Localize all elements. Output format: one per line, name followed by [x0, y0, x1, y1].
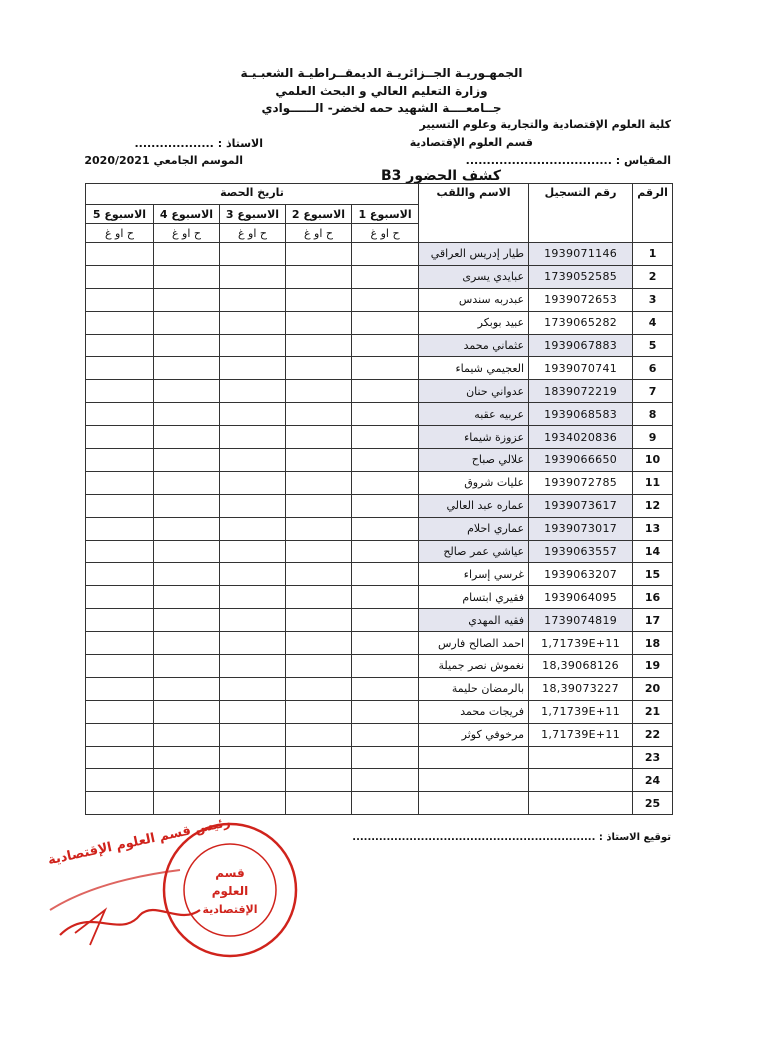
table-row: [86, 243, 673, 266]
attendance-cell-week-1[interactable]: [352, 517, 419, 540]
attendance-cell-week-3[interactable]: [220, 334, 286, 357]
signature-flourish: [75, 910, 105, 945]
table-row: [86, 723, 673, 746]
col-name: الاسم واللقب: [419, 184, 529, 243]
registration-number: 1939073017: [529, 517, 633, 540]
attendance-cell-week-2[interactable]: [286, 769, 352, 792]
attendance-cell-week-3[interactable]: [220, 746, 286, 769]
registration-number: 1939072653: [529, 288, 633, 311]
registration-number: 18,39073227: [529, 677, 633, 700]
row-number: 17: [633, 609, 673, 632]
row-number: 15: [633, 563, 673, 586]
registration-number: [529, 792, 633, 815]
registration-number: 1,71739E+11: [529, 700, 633, 723]
attendance-cell-week-5[interactable]: [86, 655, 154, 678]
attendance-cell-week-1[interactable]: [352, 288, 419, 311]
registration-number: 1739052585: [529, 265, 633, 288]
registration-number: [529, 769, 633, 792]
student-name: عبايدي يسرى: [419, 265, 529, 288]
attendance-cell-week-3[interactable]: [220, 517, 286, 540]
row-number: 13: [633, 517, 673, 540]
table-row: [86, 563, 673, 586]
attendance-cell-week-3[interactable]: [220, 471, 286, 494]
attendance-cell-week-4[interactable]: [154, 632, 220, 655]
teacher-label: الاستاذ :: [217, 137, 263, 150]
attendance-cell-week-5[interactable]: [86, 243, 154, 266]
attendance-cell-week-5[interactable]: [86, 517, 154, 540]
student-name: طيار إدريس العراقي: [419, 243, 529, 266]
attendance-cell-week-2[interactable]: [286, 494, 352, 517]
attendance-cell-week-4[interactable]: [154, 609, 220, 632]
student-name: نغموش نصر جميلة: [419, 655, 529, 678]
registration-number: 1839072219: [529, 380, 633, 403]
table-row: [86, 609, 673, 632]
subject-field: [466, 154, 671, 167]
registration-number: 1939071146: [529, 243, 633, 266]
student-name: العجيمي شيماء: [419, 357, 529, 380]
department-name: قسم العلوم الإقتصادية: [409, 136, 533, 149]
stamp-outer-text: رئيس قسم العلوم الإقتصادية: [46, 815, 232, 869]
attendance-cell-week-3[interactable]: [220, 265, 286, 288]
student-name: احمد الصالح فارس: [419, 632, 529, 655]
attendance-cell-week-4[interactable]: [154, 540, 220, 563]
registration-number: 1939064095: [529, 586, 633, 609]
ministry-title: وزارة التعليم العالي و البحث العلمي: [275, 84, 488, 98]
attendance-cell-week-2[interactable]: [286, 700, 352, 723]
attendance-cell-week-2[interactable]: [286, 380, 352, 403]
stamp-graphic: [30, 815, 310, 985]
seal-line-3: الإقتصادية: [202, 903, 258, 916]
sheet-title: كشف الحضور B3: [380, 168, 501, 184]
attendance-cell-week-4[interactable]: [154, 243, 220, 266]
attendance-cell-week-4[interactable]: [154, 311, 220, 334]
table-row: [86, 632, 673, 655]
attendance-cell-week-5[interactable]: [86, 265, 154, 288]
attendance-cell-week-2[interactable]: [286, 746, 352, 769]
attendance-cell-week-3[interactable]: [220, 540, 286, 563]
week-2-mark: ح او غ: [286, 224, 352, 243]
attendance-cell-week-5[interactable]: [86, 632, 154, 655]
attendance-cell-week-2[interactable]: [286, 677, 352, 700]
subject-label: المقياس :: [615, 154, 671, 167]
row-number: 5: [633, 334, 673, 357]
attendance-cell-week-4[interactable]: [154, 334, 220, 357]
attendance-cell-week-5[interactable]: [86, 723, 154, 746]
table-row: [86, 586, 673, 609]
student-name: [419, 746, 529, 769]
attendance-cell-week-3[interactable]: [220, 792, 286, 815]
attendance-cell-week-2[interactable]: [286, 426, 352, 449]
attendance-cell-week-4[interactable]: [154, 700, 220, 723]
attendance-cell-week-4[interactable]: [154, 449, 220, 472]
attendance-cell-week-1[interactable]: [352, 655, 419, 678]
attendance-cell-week-5[interactable]: [86, 609, 154, 632]
teacher-dots: ...................: [134, 137, 214, 150]
attendance-cell-week-4[interactable]: [154, 746, 220, 769]
attendance-cell-week-5[interactable]: [86, 563, 154, 586]
attendance-cell-week-3[interactable]: [220, 632, 286, 655]
registration-number: 1,71739E+11: [529, 632, 633, 655]
attendance-cell-week-1[interactable]: [352, 586, 419, 609]
faculty-name: كلية العلوم الإقتصادية والتجارية وعلوم التسيير: [419, 118, 671, 131]
table-row: [86, 288, 673, 311]
academic-year: الموسم الجامعي 2020/2021: [84, 154, 243, 167]
table-row: [86, 677, 673, 700]
attendance-cell-week-1[interactable]: [352, 677, 419, 700]
student-name: عياشي عمر صالح: [419, 540, 529, 563]
student-name: عربيه عقبه: [419, 403, 529, 426]
row-number: 9: [633, 426, 673, 449]
attendance-cell-week-2[interactable]: [286, 357, 352, 380]
teacher-field: [134, 137, 263, 150]
attendance-cell-week-2[interactable]: [286, 540, 352, 563]
registration-number: 1,71739E+11: [529, 723, 633, 746]
attendance-cell-week-4[interactable]: [154, 677, 220, 700]
subject-dots: ...................................: [465, 154, 612, 167]
attendance-cell-week-4[interactable]: [154, 403, 220, 426]
week-2-header: الاسبوع 2: [286, 205, 352, 224]
attendance-cell-week-5[interactable]: [86, 677, 154, 700]
table-row: [86, 655, 673, 678]
attendance-cell-week-3[interactable]: [220, 655, 286, 678]
attendance-cell-week-3[interactable]: [220, 723, 286, 746]
week-5-header: الاسبوع 5: [86, 205, 154, 224]
attendance-cell-week-4[interactable]: [154, 288, 220, 311]
col-session-date: تاريخ الحصة: [86, 184, 419, 205]
registration-number: [529, 746, 633, 769]
signature-field: [352, 832, 671, 843]
attendance-cell-week-1[interactable]: [352, 723, 419, 746]
attendance-cell-week-1[interactable]: [352, 563, 419, 586]
table-row: [86, 746, 673, 769]
row-number: 12: [633, 494, 673, 517]
attendance-cell-week-3[interactable]: [220, 357, 286, 380]
row-number: 20: [633, 677, 673, 700]
registration-number: 1939070741: [529, 357, 633, 380]
attendance-cell-week-4[interactable]: [154, 792, 220, 815]
attendance-cell-week-2[interactable]: [286, 609, 352, 632]
attendance-cell-week-5[interactable]: [86, 334, 154, 357]
seal-line-2: العلوم: [211, 884, 249, 898]
attendance-cell-week-1[interactable]: [352, 746, 419, 769]
student-name: عدواني حنان: [419, 380, 529, 403]
attendance-cell-week-1[interactable]: [352, 632, 419, 655]
student-name: فقيه المهدي: [419, 609, 529, 632]
table-row: [86, 380, 673, 403]
week-3-mark: ح او غ: [220, 224, 286, 243]
student-name: غرسي إسراء: [419, 563, 529, 586]
student-name: [419, 792, 529, 815]
student-name: عزوزة شيماء: [419, 426, 529, 449]
attendance-cell-week-5[interactable]: [86, 449, 154, 472]
student-name: عماره عبد العالي: [419, 494, 529, 517]
week-4-mark: ح او غ: [154, 224, 220, 243]
week-3-header: الاسبوع 3: [220, 205, 286, 224]
table-row: [86, 334, 673, 357]
attendance-cell-week-4[interactable]: [154, 723, 220, 746]
attendance-cell-week-5[interactable]: [86, 357, 154, 380]
student-rows: [86, 243, 673, 815]
attendance-cell-week-5[interactable]: [86, 540, 154, 563]
attendance-cell-week-2[interactable]: [286, 517, 352, 540]
student-name: عليات شروق: [419, 471, 529, 494]
attendance-cell-week-2[interactable]: [286, 586, 352, 609]
col-number: الرقم: [633, 184, 673, 243]
attendance-cell-week-5[interactable]: [86, 494, 154, 517]
registration-number: 1739074819: [529, 609, 633, 632]
attendance-cell-week-5[interactable]: [86, 746, 154, 769]
attendance-cell-week-4[interactable]: [154, 471, 220, 494]
row-number: 6: [633, 357, 673, 380]
row-number: 2: [633, 265, 673, 288]
table-row: [86, 311, 673, 334]
week-1-mark: ح او غ: [352, 224, 419, 243]
attendance-cell-week-1[interactable]: [352, 243, 419, 266]
registration-number: 1939068583: [529, 403, 633, 426]
department-stamp: [30, 815, 310, 985]
table-row: [86, 426, 673, 449]
attendance-cell-week-2[interactable]: [286, 311, 352, 334]
table-row: [86, 792, 673, 815]
attendance-cell-week-1[interactable]: [352, 380, 419, 403]
registration-number: 1939066650: [529, 449, 633, 472]
table-row: [86, 403, 673, 426]
attendance-cell-week-5[interactable]: [86, 471, 154, 494]
attendance-cell-week-3[interactable]: [220, 380, 286, 403]
attendance-cell-week-1[interactable]: [352, 334, 419, 357]
attendance-cell-week-3[interactable]: [220, 403, 286, 426]
attendance-cell-week-5[interactable]: [86, 380, 154, 403]
table-row: [86, 265, 673, 288]
university-title: جــامعــــة الشهيد حمه لخضر- الــــــوادي: [261, 101, 502, 115]
attendance-cell-week-2[interactable]: [286, 403, 352, 426]
student-name: عثماني محمد: [419, 334, 529, 357]
table-row: [86, 449, 673, 472]
table-row: [86, 471, 673, 494]
attendance-cell-week-2[interactable]: [286, 243, 352, 266]
attendance-cell-week-1[interactable]: [352, 494, 419, 517]
attendance-cell-week-4[interactable]: [154, 563, 220, 586]
registration-number: 18,39068126: [529, 655, 633, 678]
attendance-cell-week-4[interactable]: [154, 380, 220, 403]
row-number: 24: [633, 769, 673, 792]
registration-number: 1939073617: [529, 494, 633, 517]
week-1-header: الاسبوع 1: [352, 205, 419, 224]
attendance-cell-week-1[interactable]: [352, 357, 419, 380]
attendance-cell-week-1[interactable]: [352, 449, 419, 472]
attendance-cell-week-4[interactable]: [154, 517, 220, 540]
row-number: 1: [633, 243, 673, 266]
student-name: عبدربه سندس: [419, 288, 529, 311]
student-name: علالي صباح: [419, 449, 529, 472]
registration-number: 1939063207: [529, 563, 633, 586]
attendance-table: [85, 183, 673, 815]
attendance-cell-week-1[interactable]: [352, 792, 419, 815]
attendance-cell-week-1[interactable]: [352, 700, 419, 723]
attendance-cell-week-3[interactable]: [220, 563, 286, 586]
attendance-cell-week-1[interactable]: [352, 426, 419, 449]
student-name: فقيري ابتسام: [419, 586, 529, 609]
table-row: [86, 494, 673, 517]
row-number: 18: [633, 632, 673, 655]
attendance-cell-week-4[interactable]: [154, 586, 220, 609]
attendance-cell-week-1[interactable]: [352, 609, 419, 632]
attendance-cell-week-5[interactable]: [86, 288, 154, 311]
attendance-cell-week-2[interactable]: [286, 655, 352, 678]
attendance-cell-week-3[interactable]: [220, 586, 286, 609]
row-number: 14: [633, 540, 673, 563]
signature-label: توقيع الاستاذ :: [598, 832, 671, 843]
row-number: 16: [633, 586, 673, 609]
attendance-cell-week-4[interactable]: [154, 357, 220, 380]
attendance-cell-week-5[interactable]: [86, 700, 154, 723]
student-name: عماري احلام: [419, 517, 529, 540]
row-number: 19: [633, 655, 673, 678]
attendance-cell-week-3[interactable]: [220, 449, 286, 472]
attendance-cell-week-2[interactable]: [286, 723, 352, 746]
col-registration: رقم التسجيل: [529, 184, 633, 243]
attendance-cell-week-2[interactable]: [286, 792, 352, 815]
student-name: فريجات محمد: [419, 700, 529, 723]
registration-number: 1939067883: [529, 334, 633, 357]
attendance-cell-week-3[interactable]: [220, 700, 286, 723]
seal-line-1: قسم: [215, 866, 245, 880]
row-number: 11: [633, 471, 673, 494]
attendance-cell-week-2[interactable]: [286, 449, 352, 472]
attendance-cell-week-5[interactable]: [86, 792, 154, 815]
attendance-cell-week-1[interactable]: [352, 769, 419, 792]
attendance-cell-week-2[interactable]: [286, 265, 352, 288]
row-number: 7: [633, 380, 673, 403]
attendance-cell-week-1[interactable]: [352, 265, 419, 288]
attendance-cell-week-1[interactable]: [352, 540, 419, 563]
row-number: 4: [633, 311, 673, 334]
attendance-cell-week-4[interactable]: [154, 769, 220, 792]
signature-dots: ................................................................: [352, 832, 596, 843]
attendance-cell-week-5[interactable]: [86, 403, 154, 426]
attendance-cell-week-1[interactable]: [352, 311, 419, 334]
table-row: [86, 540, 673, 563]
attendance-cell-week-5[interactable]: [86, 426, 154, 449]
row-number: 21: [633, 700, 673, 723]
week-4-header: الاسبوع 4: [154, 205, 220, 224]
student-name: مرخوفي كوثر: [419, 723, 529, 746]
registration-number: 1939063557: [529, 540, 633, 563]
student-name: عبيد بوبكر: [419, 311, 529, 334]
republic-title: الجمهـوريـة الجــزائريـة الديمقــراطيـة الشعبـيـة: [240, 66, 523, 80]
row-number: 23: [633, 746, 673, 769]
attendance-cell-week-2[interactable]: [286, 563, 352, 586]
attendance-cell-week-3[interactable]: [220, 494, 286, 517]
attendance-cell-week-4[interactable]: [154, 655, 220, 678]
attendance-cell-week-3[interactable]: [220, 288, 286, 311]
attendance-cell-week-4[interactable]: [154, 265, 220, 288]
week-5-mark: ح او غ: [86, 224, 154, 243]
attendance-cell-week-3[interactable]: [220, 769, 286, 792]
registration-number: 1934020836: [529, 426, 633, 449]
registration-number: 1739065282: [529, 311, 633, 334]
attendance-cell-week-4[interactable]: [154, 426, 220, 449]
table-header-row: [86, 184, 673, 205]
attendance-cell-week-5[interactable]: [86, 586, 154, 609]
table-row: [86, 700, 673, 723]
attendance-cell-week-5[interactable]: [86, 769, 154, 792]
attendance-cell-week-1[interactable]: [352, 471, 419, 494]
attendance-cell-week-4[interactable]: [154, 494, 220, 517]
attendance-cell-week-2[interactable]: [286, 288, 352, 311]
registration-number: 1939072785: [529, 471, 633, 494]
attendance-cell-week-3[interactable]: [220, 609, 286, 632]
attendance-cell-week-1[interactable]: [352, 403, 419, 426]
stamp-stroke: [50, 870, 180, 910]
student-name: بالرمضان حليمة: [419, 677, 529, 700]
row-number: 25: [633, 792, 673, 815]
attendance-cell-week-2[interactable]: [286, 471, 352, 494]
attendance-cell-week-3[interactable]: [220, 426, 286, 449]
attendance-cell-week-3[interactable]: [220, 677, 286, 700]
row-number: 10: [633, 449, 673, 472]
attendance-cell-week-2[interactable]: [286, 632, 352, 655]
row-number: 22: [633, 723, 673, 746]
attendance-cell-week-3[interactable]: [220, 243, 286, 266]
student-name: [419, 769, 529, 792]
row-number: 8: [633, 403, 673, 426]
row-number: 3: [633, 288, 673, 311]
table-row: [86, 769, 673, 792]
attendance-cell-week-2[interactable]: [286, 334, 352, 357]
table-row: [86, 357, 673, 380]
table-row: [86, 517, 673, 540]
attendance-cell-week-3[interactable]: [220, 311, 286, 334]
attendance-cell-week-5[interactable]: [86, 311, 154, 334]
